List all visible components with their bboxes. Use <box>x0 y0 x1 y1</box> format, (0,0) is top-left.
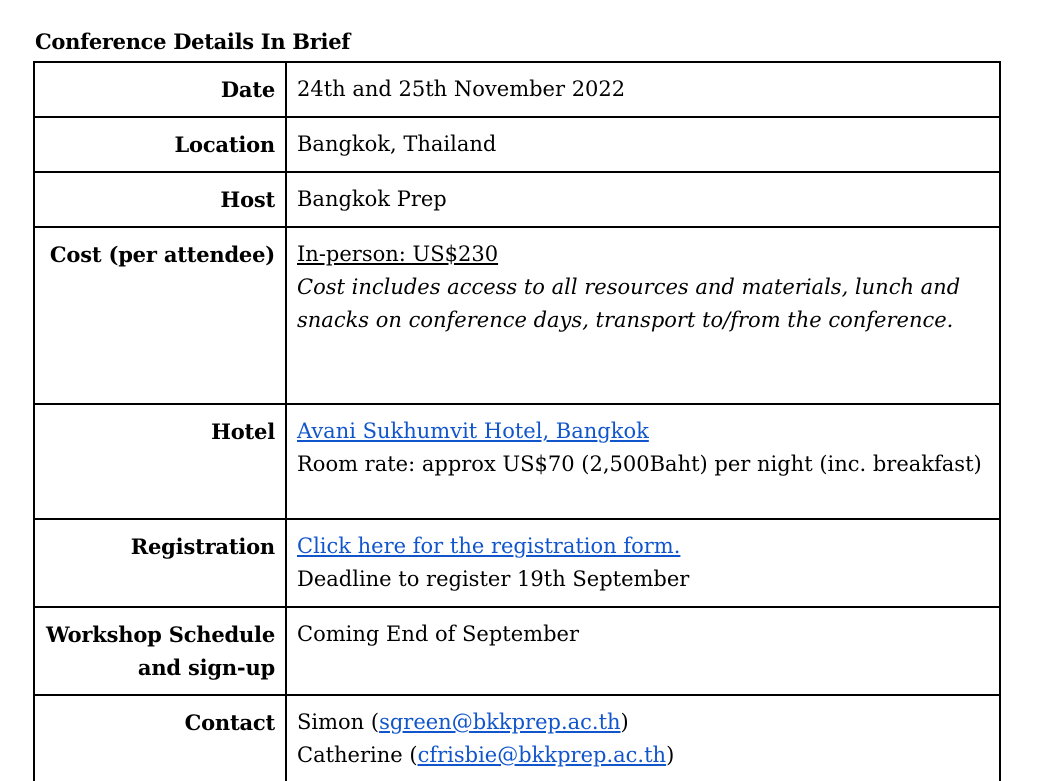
cost-label: Cost (per attendee) <box>34 227 286 404</box>
contact-line-2: Catherine (cfrisbie@bkkprep.ac.th) <box>297 743 675 767</box>
contact-2-email-link[interactable]: cfrisbie@bkkprep.ac.th <box>417 743 667 767</box>
location-label: Location <box>34 117 286 172</box>
table-row-hotel <box>34 404 1000 519</box>
contact-1-name: Simon <box>297 710 365 734</box>
table-row-contact <box>34 695 1000 781</box>
contact-line-1: Simon (sgreen@bkkprep.ac.th) <box>297 710 629 734</box>
workshop-label <box>34 607 286 695</box>
hotel-link[interactable]: Avani Sukhumvit Hotel, Bangkok <box>297 419 649 443</box>
table-row-cost <box>34 227 1000 404</box>
table-row-registration <box>34 519 1000 607</box>
table-row-date <box>34 62 1000 117</box>
table-row-host <box>34 172 1000 227</box>
cost-note: Cost includes access to all resources and materials, lunch and snacks on conference days, transport to/from the conference. <box>297 275 961 332</box>
hotel-cell <box>286 404 1000 519</box>
contact-1-email-link[interactable]: sgreen@bkkprep.ac.th <box>379 710 621 734</box>
host-value: Bangkok Prep <box>286 172 1000 227</box>
workshop-label-line1: Workshop Schedule <box>45 622 275 647</box>
conference-details-table <box>33 61 1001 781</box>
table-row-location <box>34 117 1000 172</box>
cost-price: In-person: US$230 <box>297 242 499 266</box>
contact-cell <box>286 695 1000 781</box>
workshop-value: Coming End of September <box>286 607 1000 695</box>
hotel-rate: Room rate: approx US$70 (2,500Baht) per night (inc. breakfast) <box>297 452 982 476</box>
contact-label: Contact <box>34 695 286 781</box>
date-label: Date <box>34 62 286 117</box>
host-label: Host <box>34 172 286 227</box>
table-row-workshop <box>34 607 1000 695</box>
registration-form-link[interactable]: Click here for the registration form. <box>297 534 681 558</box>
registration-deadline: Deadline to register 19th September <box>297 567 690 591</box>
location-value: Bangkok, Thailand <box>286 117 1000 172</box>
cost-cell <box>286 227 1000 404</box>
registration-cell <box>286 519 1000 607</box>
date-value: 24th and 25th November 2022 <box>286 62 1000 117</box>
document-title: Conference Details In Brief <box>35 29 350 54</box>
contact-2-name: Catherine <box>297 743 403 767</box>
registration-label: Registration <box>34 519 286 607</box>
hotel-label: Hotel <box>34 404 286 519</box>
workshop-label-line2: and sign-up <box>137 655 275 680</box>
